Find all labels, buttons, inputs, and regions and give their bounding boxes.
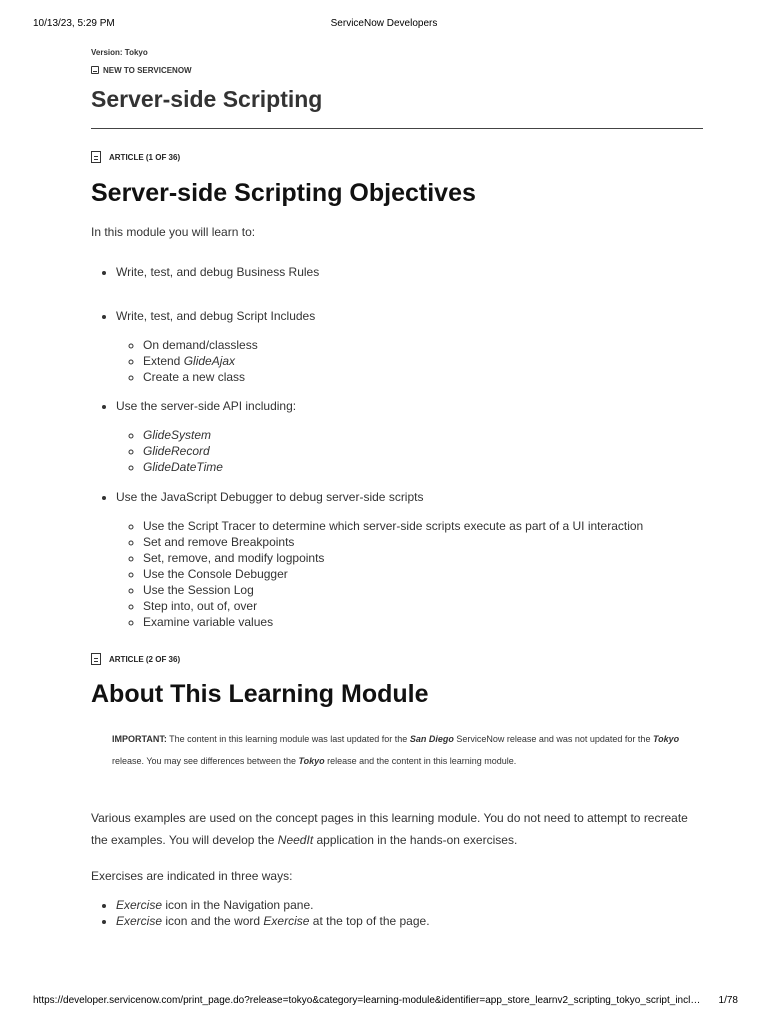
print-url[interactable]: https://developer.servicenow.com/print_page.do?release=tokyo&category=learning-module&identifier=app_store_learnv2_scripting_tokyo_script_incl… [33,995,701,1006]
section-title: Server-side Scripting Objectives [91,179,476,207]
list-item-text: icon and the word [162,914,264,928]
important-note [91,728,703,772]
title-divider [91,128,703,129]
sub-list-item-text: Extend [143,354,184,368]
section-title: About This Learning Module [91,680,429,708]
sub-list-item: ◦ Use the Session Log [143,582,703,598]
new-to-servicenow-link[interactable] [91,64,703,76]
note-text: release and the content in this learning module. [324,756,517,766]
sub-list-item: ◦ Step into, out of, over [143,598,703,614]
sub-list [116,337,703,385]
emphasis: Exercise [263,914,310,928]
list-item: • Write, test, and debug Business Rules [116,264,703,280]
sub-list-item: ◦ Use the Console Debugger [143,566,703,582]
page-content [91,48,703,929]
list-item [116,489,703,630]
release-name: Tokyo [298,756,325,766]
api-name: GlideAjax [183,354,236,368]
api-name: GlideSystem [143,428,212,442]
sub-list-item: ◦ Set, remove, and modify logpoints [143,550,703,566]
list-item-text: icon in the Navigation pane. [162,898,314,912]
list-item-text: Use the server-side API including: [116,399,297,413]
objectives-list [91,308,703,385]
article-tag [91,150,703,164]
sub-list-item [143,459,703,475]
book-icon [91,66,99,74]
sub-list-item: ◦ Create a new class [143,369,703,385]
print-header [0,18,768,32]
sub-list-item: ◦ On demand/classless [143,337,703,353]
exercise-list [91,897,703,929]
body-paragraph: Exercises are indicated in three ways: [91,869,293,883]
body-paragraph [91,807,703,851]
emphasis: Exercise [116,914,163,928]
article-tag-label: ARTICLE (1 OF 36) [109,152,181,162]
list-item [116,308,703,385]
paragraph-text: application in the hands-on exercises. [313,833,518,847]
list-item-text: Write, test, and debug Script Includes [116,309,316,323]
version-label: Version: Tokyo [91,48,148,57]
sub-list-item [143,443,703,459]
release-name: San Diego [409,734,454,744]
emphasis: Exercise [116,898,163,912]
new-to-label: NEW TO SERVICENOW [103,65,192,75]
api-name: GlideRecord [143,444,210,458]
paragraph-text: Various examples are used on the concept pages in this learning module. You do not need to attempt to recreate the examples. You will develop the [91,811,688,847]
list-item [116,398,703,475]
sub-list [116,427,703,475]
list-item-text: Use the JavaScript Debugger to debug server-side scripts [116,490,424,504]
sub-list [116,518,703,630]
print-site-title: ServiceNow Developers [330,18,438,29]
page-title: Server-side Scripting [91,86,323,112]
api-name: GlideDateTime [143,460,223,474]
sub-list-item: ◦ Set and remove Breakpoints [143,534,703,550]
release-name: Tokyo [652,734,680,744]
list-item [116,897,703,913]
objectives-list [91,264,703,280]
note-text: The content in this learning module was last updated for the [166,734,410,744]
sub-list-item [143,353,703,369]
document-icon [91,151,101,163]
sub-list-item [143,427,703,443]
objectives-list [91,398,703,475]
list-item [116,913,703,929]
print-footer [0,995,768,1009]
app-name: NeedIt [277,833,314,847]
sub-list-item: ◦ Examine variable values [143,614,703,630]
intro-text: In this module you will learn to: [91,225,256,239]
objectives-list [91,489,703,630]
page-number: 1/78 [718,995,738,1006]
note-text: ServiceNow release and was not updated for the [453,734,653,744]
article-tag [91,652,703,666]
article-tag-label: ARTICLE (2 OF 36) [109,654,181,664]
print-datetime: 10/13/23, 5:29 PM [33,18,115,29]
sub-list-item: ◦ Use the Script Tracer to determine which server-side scripts execute as part of a UI interaction [143,518,703,534]
important-label: IMPORTANT: [112,734,167,744]
document-icon [91,653,101,665]
list-item-text: at the top of the page. [309,914,430,928]
note-text: release. You may see differences between the [112,756,299,766]
